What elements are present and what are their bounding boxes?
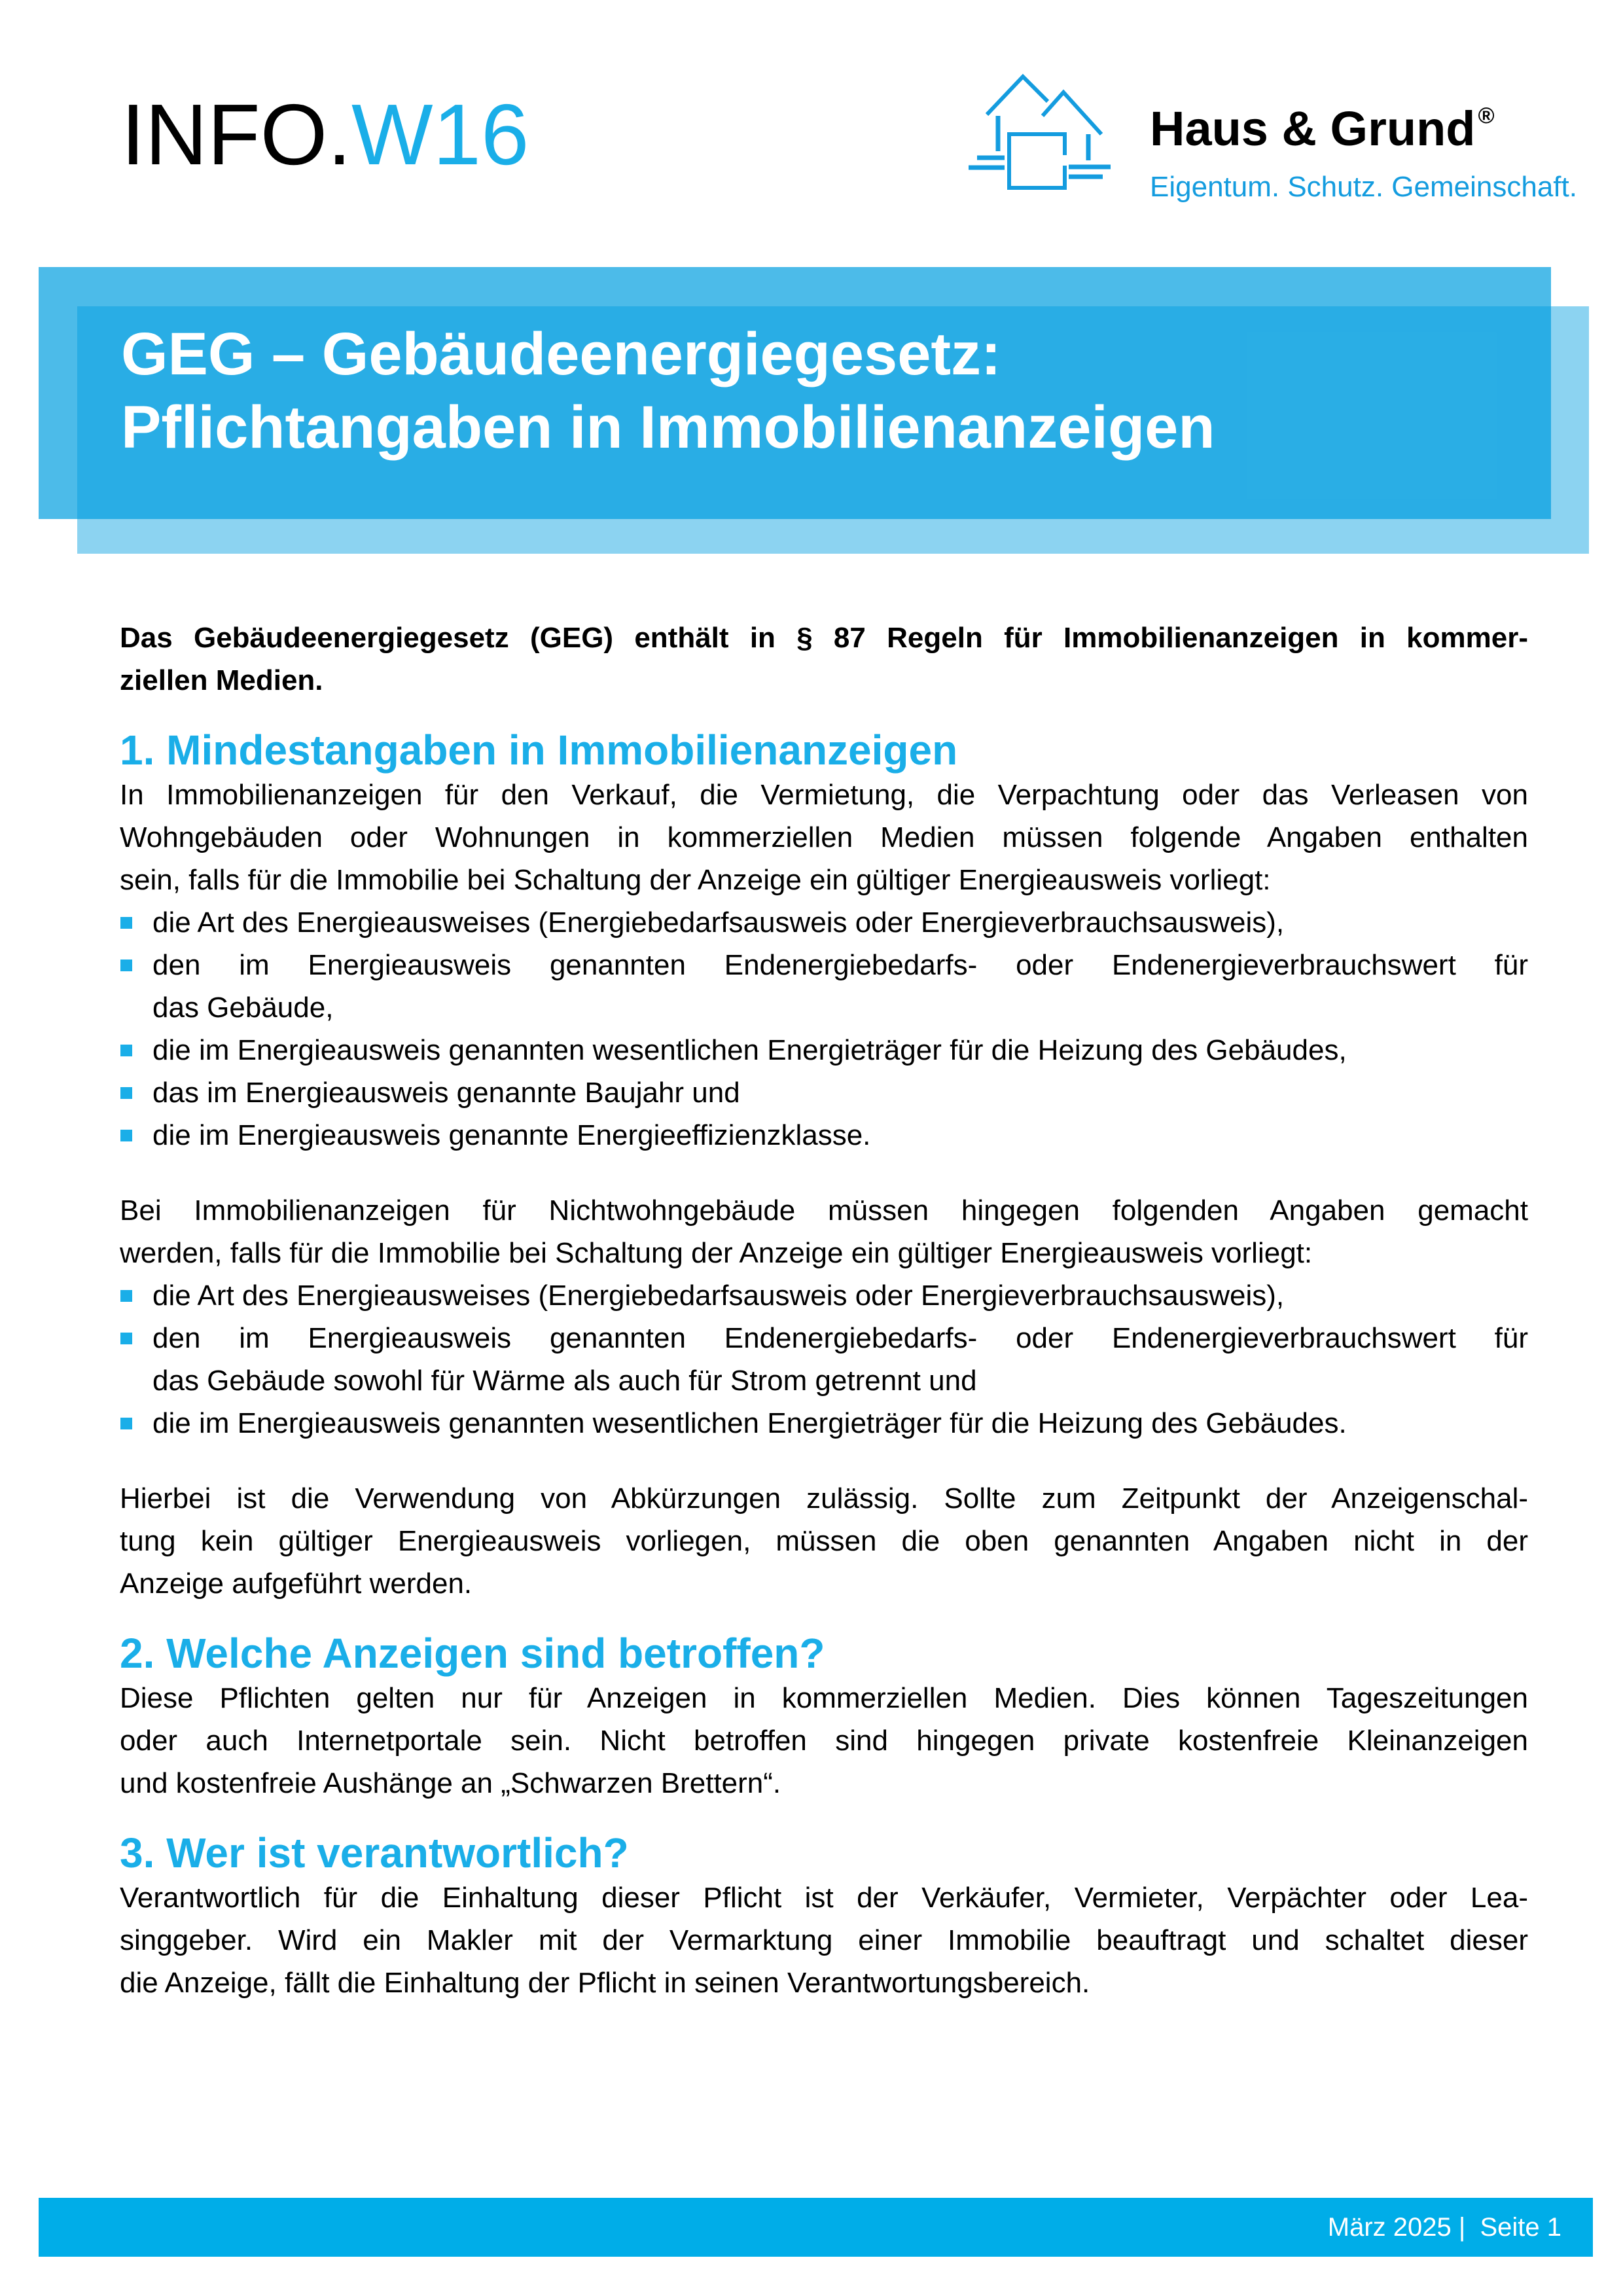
bullet-text xyxy=(152,1402,1528,1444)
bullet-square-icon xyxy=(120,1333,132,1344)
bullet-square-icon xyxy=(120,1045,132,1056)
logo-name-text: Haus & Grund xyxy=(1150,101,1476,156)
text-line: die im Energieausweis genannte Energieeffizienzklasse. xyxy=(152,1119,871,1151)
text-line: tung kein gültiger Energieausweis vorliegen, müssen die oben genannten Angaben nicht in der xyxy=(120,1525,1528,1557)
bullet-text xyxy=(152,1274,1528,1317)
paragraph xyxy=(120,774,1528,901)
text-line: werden, falls für die Immobilie bei Schaltung der Anzeige ein gültiger Energieausweis vorliegt: xyxy=(120,1237,1313,1269)
doc-id-prefix: INFO. xyxy=(121,86,351,183)
logo-tagline: Eigentum. Schutz. Gemeinschaft. xyxy=(1150,171,1577,203)
footer-bar xyxy=(39,2198,1593,2257)
section-heading: 3. Wer ist verantwortlich? xyxy=(120,1829,629,1876)
page-title-line2: Pflichtangaben in Immobilienanzeigen xyxy=(121,394,1215,461)
logo-wordmark xyxy=(1150,101,1495,162)
bullet-square-icon xyxy=(120,1290,132,1302)
text-line: Verantwortlich für die Einhaltung dieser Pflicht ist der Verkäufer, Vermieter, Verpächter oder Lea- xyxy=(120,1882,1528,1914)
section-heading: 1. Mindestangaben in Immobilienanzeigen xyxy=(120,726,958,774)
bullet-square-icon xyxy=(120,1087,132,1099)
text-line: den im Energieausweis genannten Endenergiebedarfs- oder Endenergieverbrauchswert für xyxy=(152,1322,1528,1354)
bullet-text xyxy=(152,1029,1528,1071)
bullet-item xyxy=(120,1317,1528,1402)
text-line: die im Energieausweis genannten wesentlichen Energieträger für die Heizung des Gebäudes. xyxy=(152,1407,1347,1439)
text-line: oder auch Internetportale sein. Nicht betroffen sind hingegen private kostenfreie Kleinanzeigen xyxy=(120,1725,1528,1757)
bullet-square-icon xyxy=(120,960,132,971)
text-line: Das Gebäudeenergiegesetz (GEG) enthält in § 87 Regeln für Immobilienanzeigen in kommer- xyxy=(120,622,1528,654)
section-heading: 2. Welche Anzeigen sind betroffen? xyxy=(120,1630,825,1677)
footer-page-info: März 2025 | Seite 1 xyxy=(1327,2213,1561,2242)
bullet-item xyxy=(120,1029,1528,1071)
bullet-list xyxy=(120,1274,1528,1444)
paragraph xyxy=(120,1876,1528,2004)
paragraph xyxy=(120,617,1528,702)
paragraph xyxy=(120,1189,1528,1274)
text-line: das im Energieausweis genannte Baujahr und xyxy=(152,1077,740,1109)
text-line: und kostenfreie Aushänge an „Schwarzen Brettern“. xyxy=(120,1767,781,1799)
text-line: Hierbei ist die Verwendung von Abkürzungen zulässig. Sollte zum Zeitpunkt der Anzeigenschal- xyxy=(120,1482,1528,1515)
text-line: die Art des Energieausweises (Energiebedarfsausweis oder Energieverbrauchsausweis), xyxy=(152,1280,1285,1312)
text-line: die im Energieausweis genannten wesentlichen Energieträger für die Heizung des Gebäudes, xyxy=(152,1034,1347,1066)
text-line: die Art des Energieausweises (Energiebedarfsausweis oder Energieverbrauchsausweis), xyxy=(152,906,1285,939)
text-line: die Anzeige, fällt die Einhaltung der Pflicht in seinen Verantwortungsbereich. xyxy=(120,1967,1090,1999)
text-line: ziellen Medien. xyxy=(120,664,323,696)
paragraph xyxy=(120,1677,1528,1804)
bullet-text xyxy=(152,1317,1528,1402)
bullet-item xyxy=(120,1114,1528,1157)
page-title-line1: GEG – Gebäudeenergiegesetz: xyxy=(121,321,1001,387)
doc-id-suffix: W16 xyxy=(351,86,529,183)
bullet-item xyxy=(120,901,1528,944)
bullet-item xyxy=(120,1402,1528,1444)
bullet-square-icon xyxy=(120,1130,132,1141)
content-column xyxy=(120,617,1528,2004)
bullet-text xyxy=(152,944,1528,1029)
doc-id xyxy=(121,86,529,183)
paragraph xyxy=(120,1477,1528,1605)
text-line: Bei Immobilienanzeigen für Nichtwohngebäude müssen hingegen folgenden Angaben gemacht xyxy=(120,1194,1528,1227)
page-title xyxy=(121,317,1215,464)
bullet-square-icon xyxy=(120,1418,132,1429)
bullet-text xyxy=(152,1114,1528,1157)
bullet-item xyxy=(120,944,1528,1029)
text-line: Wohngebäuden oder Wohnungen in kommerziellen Medien müssen folgende Angaben enthalten xyxy=(120,821,1528,853)
text-line: Anzeige aufgeführt werden. xyxy=(120,1568,473,1600)
registered-trademark-icon: ® xyxy=(1478,103,1495,128)
bullet-item xyxy=(120,1071,1528,1114)
haus-und-grund-house-icon xyxy=(965,67,1116,202)
text-line: Diese Pflichten gelten nur für Anzeigen in kommerziellen Medien. Dies können Tageszeitungen xyxy=(120,1682,1528,1714)
bullet-item xyxy=(120,1274,1528,1317)
text-line: den im Energieausweis genannten Endenergiebedarfs- oder Endenergieverbrauchswert für xyxy=(152,949,1528,981)
bullet-text xyxy=(152,901,1528,944)
bullet-text xyxy=(152,1071,1528,1114)
text-line: das Gebäude sowohl für Wärme als auch für Strom getrennt und xyxy=(152,1365,977,1397)
text-line: sein, falls für die Immobilie bei Schaltung der Anzeige ein gültiger Energieausweis vorliegt: xyxy=(120,864,1271,896)
bullet-square-icon xyxy=(120,917,132,929)
text-line: In Immobilienanzeigen für den Verkauf, die Vermietung, die Verpachtung oder das Verleasen von xyxy=(120,779,1528,811)
bullet-list xyxy=(120,901,1528,1157)
text-line: das Gebäude, xyxy=(152,992,334,1024)
text-line: singgeber. Wird ein Makler mit der Vermarktung einer Immobilie beauftragt und schaltet dieser xyxy=(120,1924,1528,1956)
